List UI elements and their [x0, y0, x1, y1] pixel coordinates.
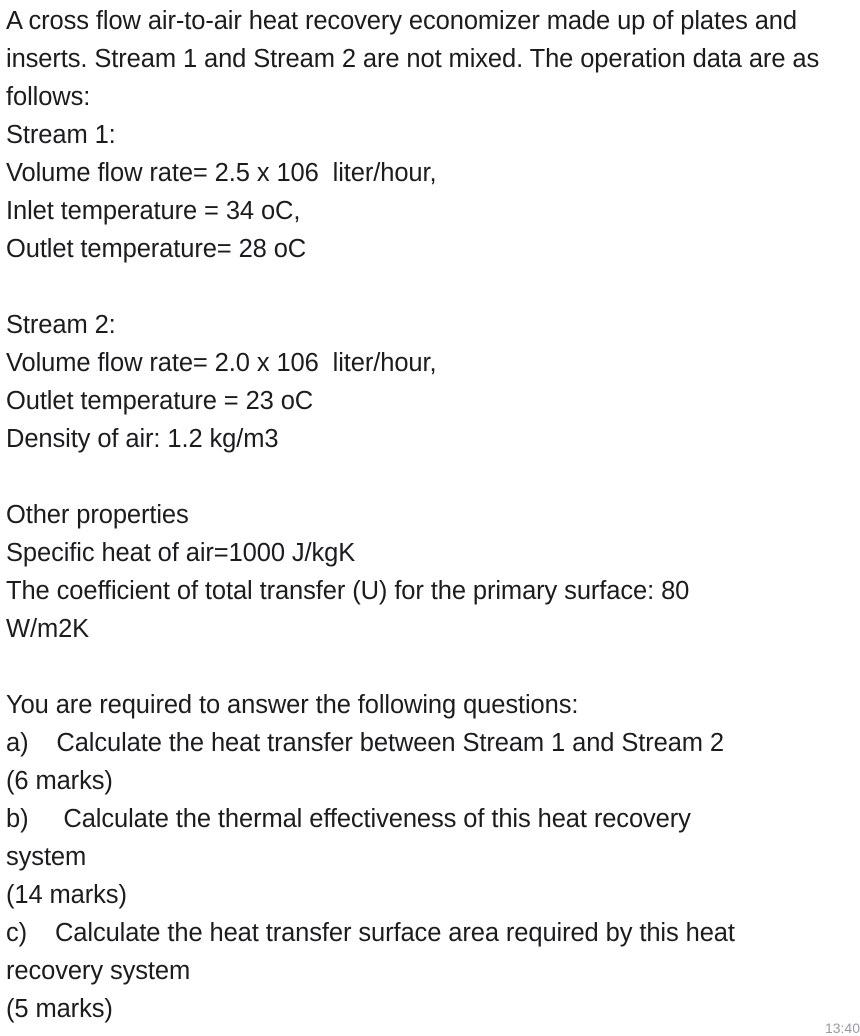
document-body	[6, 2, 840, 1028]
u-coefficient-line-1: The coefficient of total transfer (U) for the primary surface: 80	[6, 577, 690, 605]
question-c-continued: recovery system	[6, 957, 191, 985]
stream1-heading: Stream 1:	[6, 121, 116, 149]
message-timestamp: 13:40	[824, 1020, 860, 1036]
spacer	[6, 268, 840, 306]
stream1-volume-flow: Volume flow rate= 2.5 x 106 liter/hour,	[6, 159, 437, 187]
question-b-marks: (14 marks)	[6, 881, 127, 909]
question-c-marks: (5 marks)	[6, 995, 113, 1023]
stream2-volume-flow: Volume flow rate= 2.0 x 106 liter/hour,	[6, 349, 437, 377]
question-c: c) Calculate the heat transfer surface area required by this heat	[6, 919, 735, 947]
air-density: Density of air: 1.2 kg/m3	[6, 425, 279, 453]
spacer	[6, 458, 840, 496]
question-a: a) Calculate the heat transfer between Stream 1 and Stream 2	[6, 729, 725, 757]
spacer	[6, 648, 840, 686]
stream2-outlet-temperature: Outlet temperature = 23 oC	[6, 387, 314, 415]
other-properties-heading: Other properties	[6, 501, 189, 529]
stream2-heading: Stream 2:	[6, 311, 116, 339]
specific-heat: Specific heat of air=1000 J/kgK	[6, 539, 356, 567]
question-b-continued: system	[6, 843, 87, 871]
question-b: b) Calculate the thermal effectiveness of this heat recovery	[6, 805, 691, 833]
question-a-marks: (6 marks)	[6, 767, 113, 795]
intro-paragraph: A cross flow air-to-air heat recovery economizer made up of plates and inserts. Stream 1 and Stream 2 are not mixed. The operation data are as follows:	[6, 7, 820, 111]
u-coefficient-line-2: W/m2K	[6, 615, 90, 643]
stream1-inlet-temperature: Inlet temperature = 34 oC,	[6, 197, 301, 225]
questions-heading: You are required to answer the following questions:	[6, 691, 579, 719]
stream1-outlet-temperature: Outlet temperature= 28 oC	[6, 235, 307, 263]
